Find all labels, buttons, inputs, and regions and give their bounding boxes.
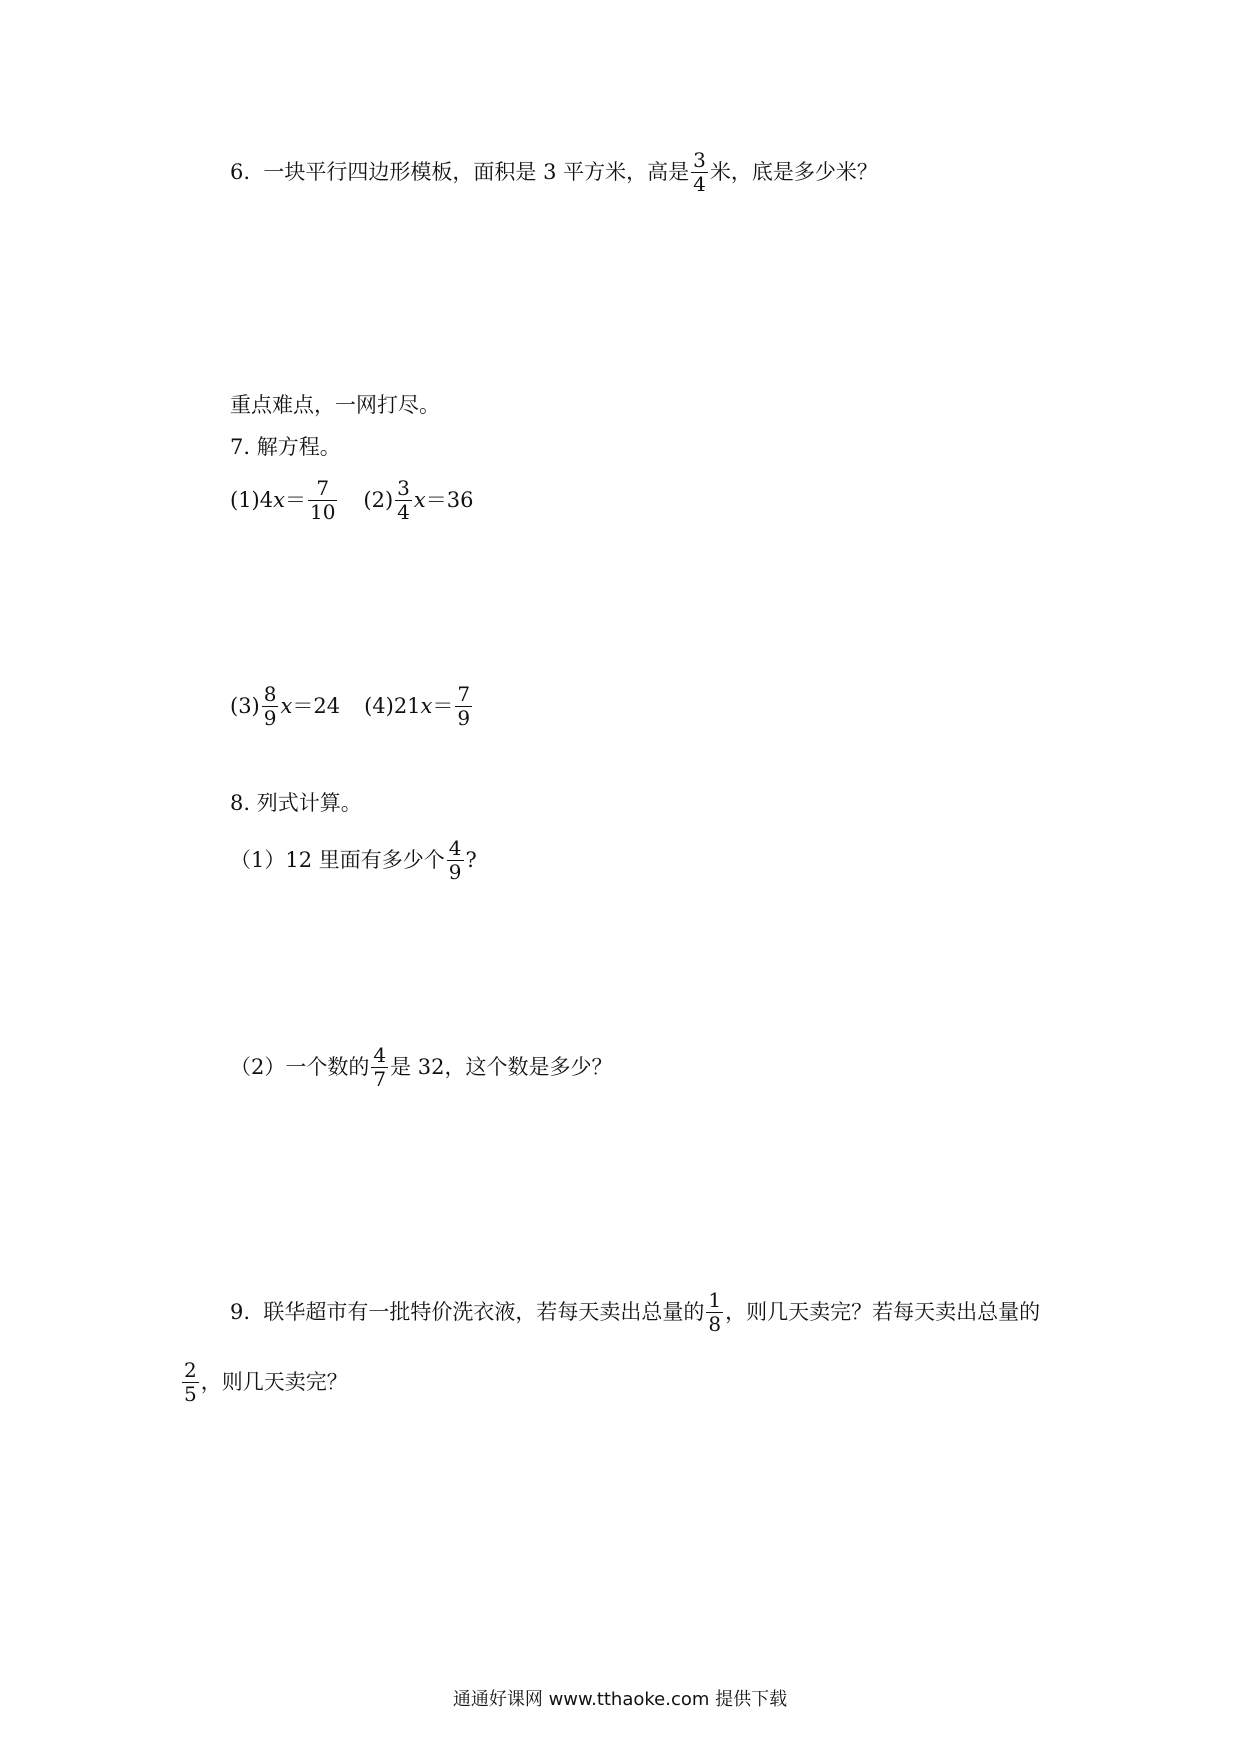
page-footer: 通通好课网 www.tthaoke.com 提供下载 bbox=[452, 1689, 788, 1710]
question-6-text-end: 米，底是多少米？ bbox=[709, 160, 878, 184]
section-note: 重点难点，一网打尽。 bbox=[230, 393, 440, 417]
question-6-number: 6. bbox=[230, 160, 251, 184]
question-9-number: 9. bbox=[230, 1300, 251, 1324]
equation-3: (3) $\frac{8}{9}$ x ＝24 bbox=[230, 682, 341, 730]
question-9-line-2: $\frac{2}{5}$ ，则几天卖完？ bbox=[184, 1358, 348, 1406]
question-9-line-1: 9. 联华超市有一批特价洗衣液，若每天卖出总量的 $\frac{1}{8}$ ，则几天卖完？若每天卖出总量的 bbox=[230, 1288, 1041, 1336]
fraction-one-eighth: $\frac{1}{8}$ bbox=[708, 1288, 722, 1336]
fraction-two-fifths: $\frac{2}{5}$ bbox=[184, 1358, 197, 1406]
question-6 bbox=[230, 150, 878, 195]
equations-row-2 bbox=[230, 684, 474, 729]
question-6-text: 一块平行四边形模板，面积是 3 平方米，高是 bbox=[263, 160, 690, 184]
equation-1: (1) 4 x ＝ $\frac{7}{10}$ bbox=[230, 476, 336, 524]
question-8-sub-1: （1） 12 里面有多少个 $\frac{4}{9}$ ? bbox=[230, 836, 477, 884]
fraction-three-quarters: $\frac{3}{4}$ bbox=[693, 148, 706, 196]
question-8-title: 8. 列式计算。 bbox=[230, 791, 362, 815]
question-7-title: 7. 解方程。 bbox=[230, 435, 341, 459]
question-8-sub-2: （2） 一个数的 $\frac{4}{7}$ 是 32，这个数是多少？ bbox=[230, 1043, 613, 1091]
equation-2: (2) $\frac{3}{4}$ x ＝36 bbox=[363, 476, 474, 524]
equation-4: (4) 21 x ＝ $\frac{7}{9}$ bbox=[364, 682, 471, 730]
equations-row-1 bbox=[230, 478, 473, 523]
